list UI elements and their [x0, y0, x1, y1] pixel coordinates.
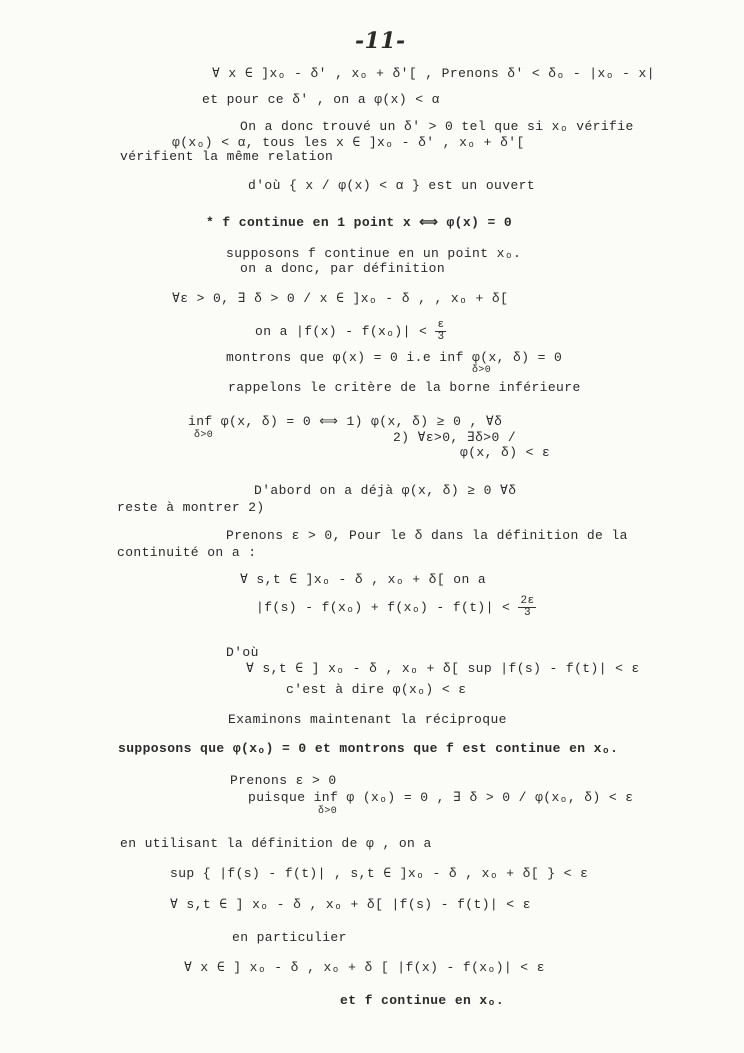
- text-line: sup { |f(s) - f(t)| , s,t ∈ ]xₒ - δ , xₒ + δ[ } < ε: [170, 866, 589, 881]
- text-line: puisque inf φ (xₒ) = 0 , ∃ δ > 0 / φ(xₒ, δ) < ε: [248, 790, 634, 805]
- text-line: d'où { x / φ(x) < α } est un ouvert: [248, 178, 536, 193]
- text-line: [255, 320, 446, 343]
- subscript-note: δ>0: [194, 430, 214, 441]
- fraction: [518, 596, 536, 619]
- text-line: D'où: [226, 645, 259, 660]
- fraction: [435, 320, 446, 343]
- text-line: Examinons maintenant la réciproque: [228, 712, 507, 727]
- text-line: vérifient la même relation: [120, 149, 334, 164]
- inequality-text: on a |f(x) - f(xₒ)| <: [255, 323, 428, 339]
- fraction-numerator: 2ε: [520, 595, 535, 607]
- text-line: c'est à dire φ(xₒ) < ε: [286, 682, 467, 697]
- text-line: D'abord on a déjà φ(x, δ) ≥ 0 ∀δ: [254, 483, 517, 498]
- section-heading: * f continue en 1 point x ⟺ φ(x) = 0: [206, 215, 513, 230]
- text-line: ∀ x ∈ ]xₒ - δ' , xₒ + δ'[ , Prenons δ' < δₒ - |xₒ - x|: [212, 66, 655, 81]
- text-line: φ(xₒ) < α, tous les x ∈ ]xₒ - δ' , xₒ + δ'[: [172, 135, 525, 150]
- fraction-denominator: 3: [437, 331, 445, 343]
- text-line: ∀ s,t ∈ ] xₒ - δ , xₒ + δ[ sup |f(s) - f(t)| < ε: [246, 661, 640, 676]
- text-line: en utilisant la définition de φ , on a: [120, 836, 432, 851]
- text-line: Prenons ε > 0, Pour le δ dans la définition de la: [226, 528, 628, 543]
- subscript-note: δ>0: [472, 365, 492, 376]
- text-line: montrons que φ(x) = 0 i.e inf φ(x, δ) = 0: [226, 350, 563, 365]
- text-line: en particulier: [232, 930, 347, 945]
- text-line: Prenons ε > 0: [230, 773, 337, 788]
- text-line: et pour ce δ' , on a φ(x) < α: [202, 92, 440, 107]
- fraction-numerator: ε: [437, 319, 445, 331]
- text-line: On a donc trouvé un δ' > 0 tel que si xₒ vérifie: [240, 119, 634, 134]
- inequality-text: |f(s) - f(xₒ) + f(xₒ) - f(t)| <: [256, 599, 511, 615]
- text-line: 2) ∀ε>0, ∃δ>0 /: [393, 430, 517, 445]
- text-line: ∀ε > 0, ∃ δ > 0 / x ∈ ]xₒ - δ , , xₒ + δ[: [172, 291, 509, 306]
- text-line: [256, 596, 536, 619]
- text-line: φ(x, δ) < ε: [460, 445, 551, 460]
- text-line: supposons f continue en un point xₒ.: [226, 246, 522, 261]
- text-line: ∀ s,t ∈ ]xₒ - δ , xₒ + δ[ on a: [240, 572, 487, 587]
- text-line: continuité on a :: [117, 545, 257, 560]
- page-number: -11-: [355, 28, 406, 54]
- text-line: inf φ(x, δ) = 0 ⟺ 1) φ(x, δ) ≥ 0 , ∀δ: [188, 414, 503, 429]
- fraction-denominator: 3: [523, 607, 531, 619]
- text-line: rappelons le critère de la borne inférieure: [228, 380, 581, 395]
- subscript-note: δ>0: [318, 806, 338, 817]
- text-line: supposons que φ(xₒ) = 0 et montrons que f est continue en xₒ.: [118, 741, 619, 756]
- text-line: on a donc, par définition: [240, 261, 446, 276]
- text-line: ∀ s,t ∈ ] xₒ - δ , xₒ + δ[ |f(s) - f(t)| < ε: [170, 897, 531, 912]
- text-line: ∀ x ∈ ] xₒ - δ , xₒ + δ [ |f(x) - f(xₒ)| < ε: [184, 960, 545, 975]
- text-line: reste à montrer 2): [117, 500, 265, 515]
- conclusion-line: et f continue en xₒ.: [340, 993, 505, 1008]
